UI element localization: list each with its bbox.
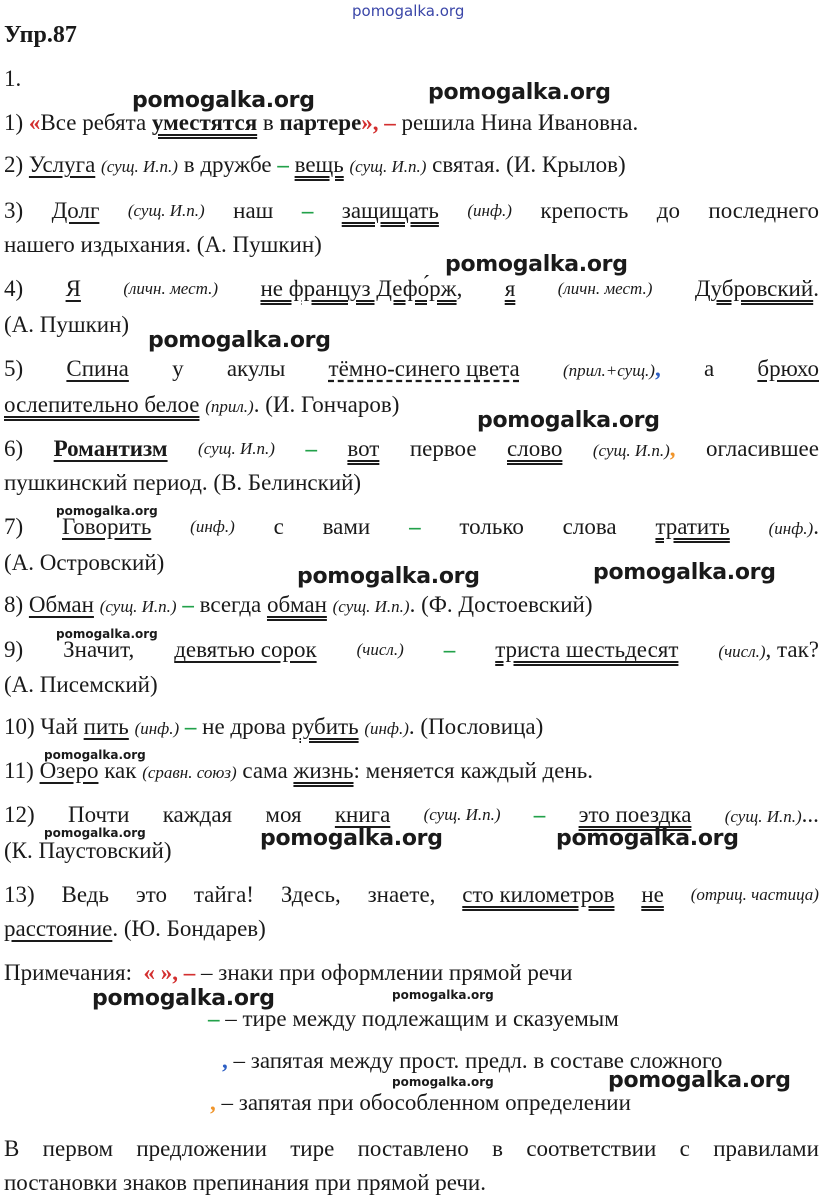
notes-line-1: Примечания: « », – – знаки при оформлении прямой речи	[4, 960, 573, 985]
conclusion-line-1: В первом предложении тире поставлено в соответствии с правилами	[4, 1136, 819, 1161]
watermark: pomogalka.org	[297, 564, 480, 589]
watermark: pomogalka.org	[44, 826, 146, 840]
watermark: pomogalka.org	[44, 748, 146, 762]
exercise-title: Упр.87	[4, 22, 77, 48]
conclusion-line-2: постановки знаков препинания при прямой речи.	[4, 1170, 486, 1195]
sentence-4: 4) Я (личн. мест.) не француз Дефо́рж, я (личн. мест.) Дубровский.	[4, 276, 819, 301]
sentence-2: 2) Услуга (сущ. И.п.) в дружбе – вещь (сущ. И.п.) святая. (И. Крылов)	[4, 152, 626, 177]
watermark: pomogalka.org	[56, 627, 158, 641]
sentence-1: 1) «Все ребята уместятся в партере», – решила Нина Ивановна.	[4, 110, 639, 135]
watermark: pomogalka.org	[132, 88, 315, 113]
part-number: 1.	[4, 66, 22, 91]
notes-line-3: , – запятая между прост. предл. в составе сложного	[222, 1048, 723, 1073]
sentence-13: 13) Ведь это тайга! Здесь, знаете, сто километров не (отриц. частица)	[4, 882, 819, 907]
watermark: pomogalka.org	[593, 560, 776, 585]
notes-line-2: – – тире между подлежащим и сказуемым	[208, 1006, 619, 1031]
sentence-3-line-2: нашего издыхания. (А. Пушкин)	[4, 232, 322, 257]
watermark: pomogalka.org	[148, 328, 331, 353]
watermark: pomogalka.org	[445, 252, 628, 277]
sentence-11: 11) Озеро как (сравн. союз) сама жизнь: меняется каждый день.	[4, 758, 593, 783]
sentence-6-line-2: пушкинский период. (В. Белинский)	[4, 470, 362, 495]
sentence-7-line-2: (А. Островский)	[4, 550, 165, 575]
sentence-8: 8) Обман (сущ. И.п.) – всегда обман (сущ. И.п.). (Ф. Достоевский)	[4, 592, 593, 617]
notes-line-4: , – запятая при обособленном определении	[210, 1090, 631, 1115]
watermark: pomogalka.org	[556, 826, 739, 851]
sentence-10: 10) Чай пить (инф.) – не дрова рубить (инф.). (Пословица)	[4, 714, 544, 739]
watermark: pomogalka.org	[428, 80, 611, 105]
sentence-5-line-2: ослепительно белое (прил.). (И. Гончаров)	[4, 392, 400, 417]
sentence-3: 3) Долг (сущ. И.п.) наш – защищать (инф.) крепость до последнего	[4, 198, 819, 223]
sentence-12: 12) Почти каждая моя книга (сущ. И.п.) – это поездка (сущ. И.п.)...	[4, 802, 819, 827]
watermark: pomogalka.org	[260, 826, 443, 851]
sentence-13-line-2: расстояние. (Ю. Бондарев)	[4, 916, 266, 941]
sentence-9-line-2: (А. Писемский)	[4, 672, 158, 697]
sentence-7: 7) Говорить (инф.) с вами – только слова тратить (инф.).	[4, 514, 819, 539]
sentence-4-line-2: (А. Пушкин)	[4, 312, 130, 337]
sentence-12-line-2: (К. Паустовский)	[4, 838, 172, 863]
sentence-5: 5) Спина у акулы тёмно-синего цвета (прил.+сущ.), а брюхо	[4, 356, 819, 381]
watermark: pomogalka.org	[92, 986, 275, 1011]
watermark: pomogalka.org	[392, 1075, 494, 1089]
watermark: pomogalka.org	[477, 408, 660, 433]
watermark: pomogalka.org	[56, 504, 158, 518]
watermark: pomogalka.org	[608, 1068, 791, 1093]
site-watermark-top: pomogalka.org	[352, 2, 465, 20]
sentence-9: 9) Значит, девятью сорок (числ.) – триста шестьдесят (числ.), так?	[4, 637, 819, 662]
watermark: pomogalka.org	[392, 988, 494, 1002]
sentence-6: 6) Романтизм (сущ. И.п.) – вот первое слово (сущ. И.п.), огласившее	[4, 436, 819, 461]
